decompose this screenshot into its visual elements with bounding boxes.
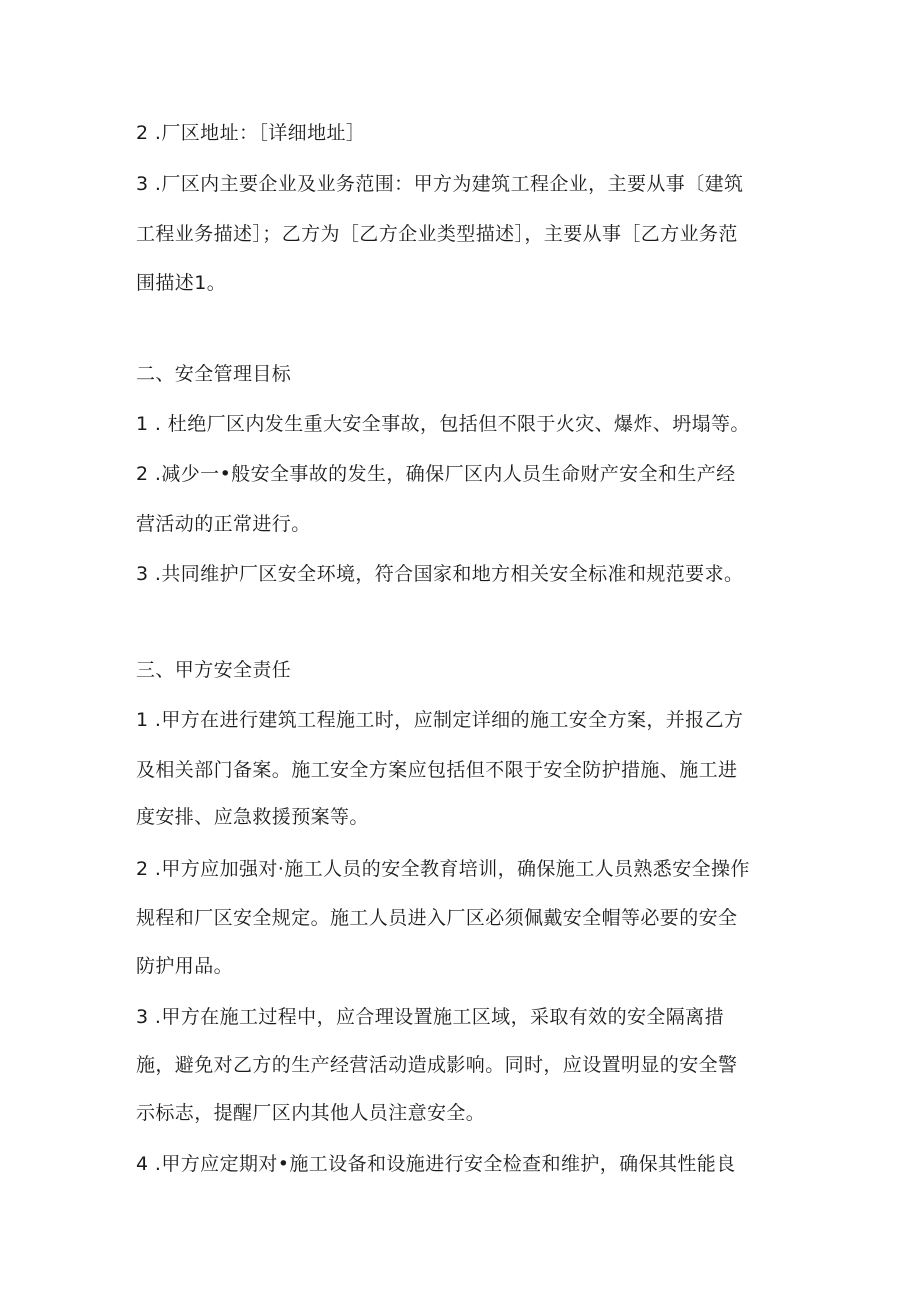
business-scope-line-1: 3 .厂区内主要企业及业务范围：甲方为建筑工程企业，主要从事〔建筑 xyxy=(136,173,744,195)
duty-item-1-line-3: 度安排、应急救援预案等。 xyxy=(136,806,369,828)
goal-item-2-line-2: 营活动的正常进行。 xyxy=(136,513,311,535)
section-heading-party-a-duties: 三、甲方安全责任 xyxy=(136,659,292,681)
duty-item-3-line-1: 3 .甲方在施工过程中，应合理设置施工区域，采取有效的安全隔离措 xyxy=(136,1006,724,1028)
duty-item-2-line-2: 规程和厂区安全规定。施工人员进入厂区必须佩戴安全帽等必要的安全 xyxy=(136,907,738,929)
goal-item-3: 3 .共同维护厂区安全环境，符合国家和地方相关安全标准和规范要求。 xyxy=(136,563,744,585)
business-scope-line-2: 工程业务描述］；乙方为［乙方企业类型描述］，主要从事［乙方业务范 xyxy=(136,223,738,245)
duty-item-1-line-1: 1 .甲方在进行建筑工程施工时，应制定详细的施工安全方案，并报乙方 xyxy=(136,709,744,731)
duty-item-3-line-3: 示标志，提醒厂区内其他人员注意安全。 xyxy=(136,1102,486,1124)
duty-item-2-line-1: 2 .甲方应加强对·施工人员的安全教育培训，确保施工人员熟悉安全操作 xyxy=(136,858,750,880)
duty-item-1-line-2: 及相关部门备案。施工安全方案应包括但不限于安全防护措施、施工进 xyxy=(136,759,738,781)
business-scope-line-3: 围描述1。 xyxy=(136,272,227,294)
address-item: 2 .厂区地址：［详细地址］ xyxy=(136,122,366,144)
duty-item-2-line-3: 防护用品。 xyxy=(136,955,234,977)
duty-item-4-line-1: 4 .甲方应定期对•施工设备和设施进行安全检查和维护，确保其性能良 xyxy=(136,1153,736,1175)
section-heading-safety-goals: 二、安全管理目标 xyxy=(136,363,292,385)
duty-item-3-line-2: 施，避免对乙方的生产经营活动造成影响。同时，应设置明显的安全警 xyxy=(136,1054,738,1076)
goal-item-1: 1 . 杜绝厂区内发生重大安全事故，包括但不限于火灾、爆炸、坍塌等。 xyxy=(136,413,750,435)
goal-item-2-line-1: 2 .减少一•般安全事故的发生，确保厂区内人员生命财产安全和生产经 xyxy=(136,463,736,485)
